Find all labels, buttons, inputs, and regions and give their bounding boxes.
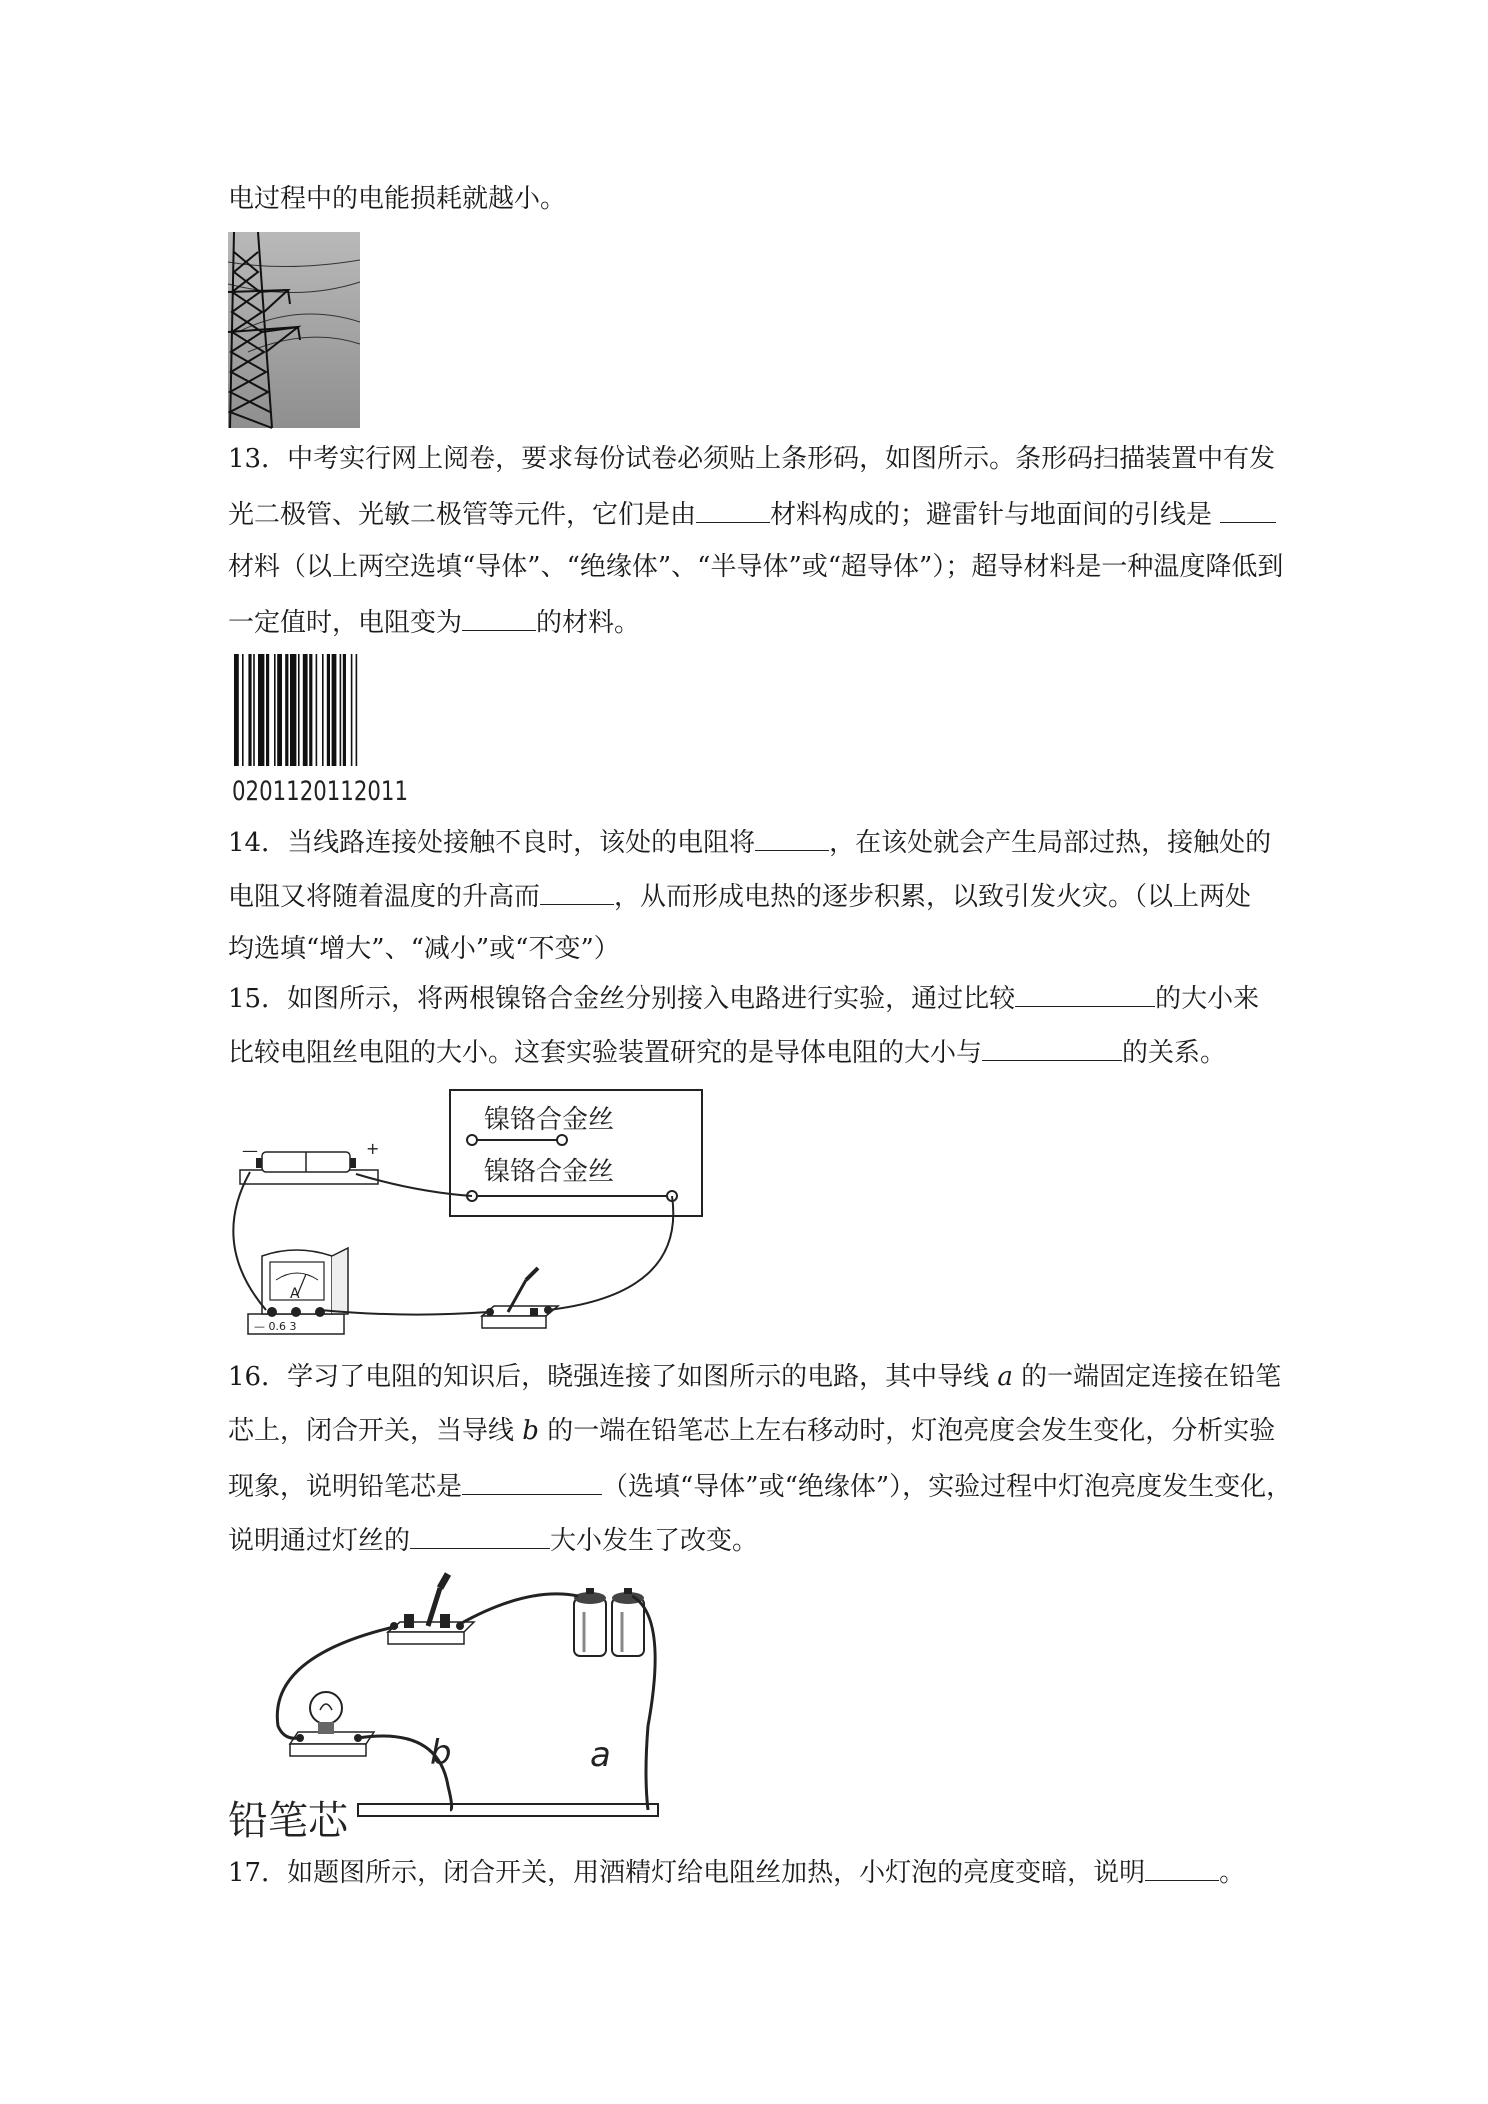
answer-blank[interactable] <box>1145 1854 1219 1881</box>
q14-line-2 <box>228 878 1251 914</box>
ammeter <box>248 1248 348 1334</box>
q14-text: ，在该处就会产生局部过热，接触处的 <box>829 828 1272 858</box>
barcode-bar <box>248 654 251 766</box>
answer-blank[interactable] <box>410 1522 550 1549</box>
pencil-lead-label: 铅笔芯 <box>228 1798 348 1844</box>
battery-holder <box>240 1139 379 1184</box>
q13-line-2 <box>228 496 1276 532</box>
barcode-bar <box>322 654 324 766</box>
q16-text: 的一端在铅笔芯上左右移动时，灯泡亮度会发生变化，分析实验 <box>547 1416 1276 1446</box>
q16-text: 16．学习了电阻的知识后，晓强连接了如图所示的电路，其中导线 <box>228 1362 990 1392</box>
pencil-lead <box>358 1804 658 1816</box>
q15-line-2 <box>228 1034 1226 1070</box>
barcode-figure <box>232 654 412 807</box>
q13-text: 一定值时，电阻变为 <box>228 608 463 638</box>
barcode-bar <box>351 654 353 766</box>
ammeter-letter: A <box>290 1286 300 1302</box>
wire-label-b: b <box>430 1733 452 1773</box>
answer-blank[interactable] <box>755 824 829 851</box>
answer-blank[interactable] <box>462 1468 602 1495</box>
q16-text: 的一端固定连接在铅笔 <box>1021 1362 1282 1392</box>
barcode-bar <box>266 654 269 766</box>
answer-blank[interactable] <box>982 1034 1122 1061</box>
answer-blank[interactable] <box>540 878 614 905</box>
barcode-bar <box>332 654 337 766</box>
variable-a: a <box>997 1362 1013 1392</box>
q16-line-3 <box>228 1468 1292 1504</box>
q16-text: （选填“导体”或“绝缘体”），实验过程中灯泡亮度发生变化， <box>602 1472 1293 1502</box>
q14-text: ，从而形成电热的逐步积累，以致引发火灾。（以上两处 <box>614 882 1252 912</box>
q16-text: 现象，说明铅笔芯是 <box>228 1472 463 1502</box>
wire-label-a: a <box>590 1735 611 1775</box>
q17-line-1 <box>228 1854 1245 1890</box>
q16-line-1 <box>228 1360 1281 1394</box>
wire-label-2: 镍铬合金丝 <box>484 1157 615 1187</box>
barcode-bar <box>290 654 296 766</box>
q14-text: 电阻又将随着温度的升高而 <box>228 882 541 912</box>
svg-text:+: + <box>366 1139 380 1158</box>
q13-text: 光二极管、光敏二极管等元件，它们是由 <box>228 500 697 530</box>
q13-line-1: 13．中考实行网上阅卷，要求每份试卷必须贴上条形码，如图所示。条形码扫描装置中有发 <box>228 444 1276 474</box>
q16-text: 芯上，闭合开关，当导线 <box>228 1416 515 1446</box>
q16-text: 大小发生了改变。 <box>550 1526 759 1556</box>
variable-b: b <box>522 1416 539 1446</box>
q15-circuit-figure <box>226 1084 716 1346</box>
barcode-bar <box>327 654 330 766</box>
barcode-bar <box>340 654 342 766</box>
barcode-bar <box>356 654 358 766</box>
barcode-bar <box>242 654 244 766</box>
barcode-number: 0201120112011 <box>232 776 408 807</box>
answer-blank[interactable] <box>696 496 770 523</box>
barcode-bar <box>309 654 312 766</box>
q16-line-2 <box>228 1414 1275 1448</box>
q13-text: 的材料。 <box>536 608 641 638</box>
light-bulb <box>290 1692 374 1756</box>
q14-text: 14．当线路连接处接触不良时，该处的电阻将 <box>228 828 756 858</box>
wire-label-1: 镍铬合金丝 <box>484 1105 615 1135</box>
power-tower-photo <box>228 232 360 428</box>
q15-text: 的关系。 <box>1122 1038 1227 1068</box>
knife-switch <box>482 1268 558 1328</box>
q15-text: 15．如图所示，将两根镍铬合金丝分别接入电路进行实验，通过比较 <box>228 984 1016 1014</box>
barcode-bar <box>258 654 264 766</box>
barcode-bar <box>285 654 288 766</box>
answer-blank[interactable] <box>1220 496 1276 523</box>
barcode-bar <box>234 654 239 766</box>
q15-text: 比较电阻丝电阻的大小。这套实验装置研究的是导体电阻的大小与 <box>228 1038 983 1068</box>
barcode-bar <box>298 654 300 766</box>
svg-text:—: — <box>242 1141 258 1160</box>
ammeter-terminals: — 0.6 3 <box>254 1320 297 1333</box>
barcode-bar <box>277 654 282 766</box>
q13-line-4 <box>228 604 640 640</box>
q16-text: 说明通过灯丝的 <box>228 1526 411 1556</box>
barcode-bar <box>253 654 255 766</box>
barcode-bar <box>343 654 346 766</box>
q14-line-3: 均选填“增大”、“减小”或“不变”） <box>228 934 620 964</box>
q17-text: 。 <box>1219 1858 1246 1888</box>
text-line: 电过程中的电能损耗就越小。 <box>228 184 567 214</box>
q14-line-1 <box>228 824 1271 860</box>
barcode-bar <box>303 654 308 766</box>
q15-text: 的大小来 <box>1155 984 1260 1014</box>
q13-line-3: 材料（以上两空选填“导体”、“绝缘体”、“半导体”或“超导体”）；超导材料是一种温度降低到 <box>228 552 1284 582</box>
q17-text: 17．如题图所示，闭合开关，用酒精灯给电阻丝加热，小灯泡的亮度变暗，说明 <box>228 1858 1146 1888</box>
barcode-bar <box>274 654 276 766</box>
barcode-bar <box>316 654 318 766</box>
q13-text: 材料构成的；避雷针与地面间的引线是 <box>770 500 1213 530</box>
answer-blank[interactable] <box>462 604 536 631</box>
knife-switch <box>388 1574 474 1644</box>
answer-blank[interactable] <box>1015 980 1155 1007</box>
q16-line-4 <box>228 1522 758 1558</box>
q16-circuit-figure <box>228 1566 688 1846</box>
q15-line-1 <box>228 980 1259 1016</box>
